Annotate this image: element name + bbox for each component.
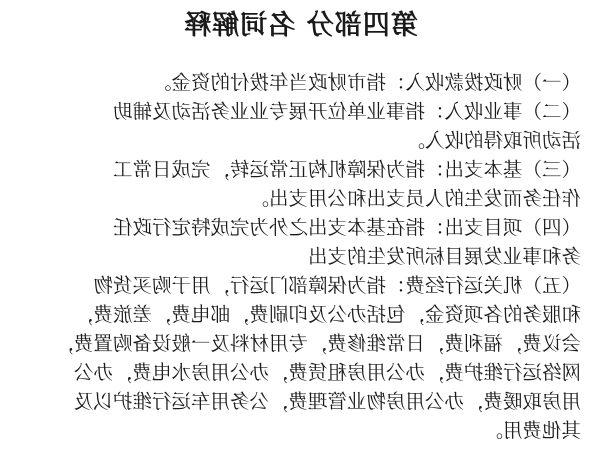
text-line: （一）财政拨款收入：指市财政当年拨付的资金。 — [151, 71, 581, 94]
text-line: 务和事业发展目标所发生的支出 — [307, 245, 581, 268]
text-line: 作任务而发生的人员支出和公用支出。 — [249, 187, 581, 210]
text-line: （二）事业收入：指事业单位开展专业业务活动及辅助 — [112, 100, 581, 123]
text-line: 和服务的各项资金，包括办公及印刷费，邮电费，差旅费， — [73, 303, 581, 326]
text-line: （五）机关运行经费：指为保障部门运行，用于购买货物 — [93, 274, 581, 297]
text-line: 会议费，福利费，日常维修费，专用材料及一般设备购置费， — [54, 332, 581, 355]
text-line: 其他费用。 — [483, 419, 581, 442]
document-body — [11, 68, 581, 445]
text-line: （四）项目支出：指在基本支出之外为完成特定行政任 — [112, 216, 581, 239]
text-line: 用房取暖费，办公用房物业管理费，公务用车运行维护以及 — [73, 390, 581, 413]
text-line: （三）基本支出：指为保障机构正常运转，完成日常工 — [112, 158, 581, 181]
text-line: 网络运行维护费，办公用房租赁费，办公用房水电费，办公 — [73, 361, 581, 384]
page-title: 第四部分 名词解释 — [183, 10, 418, 41]
text-line: 活动所取得的收入。 — [405, 129, 581, 152]
